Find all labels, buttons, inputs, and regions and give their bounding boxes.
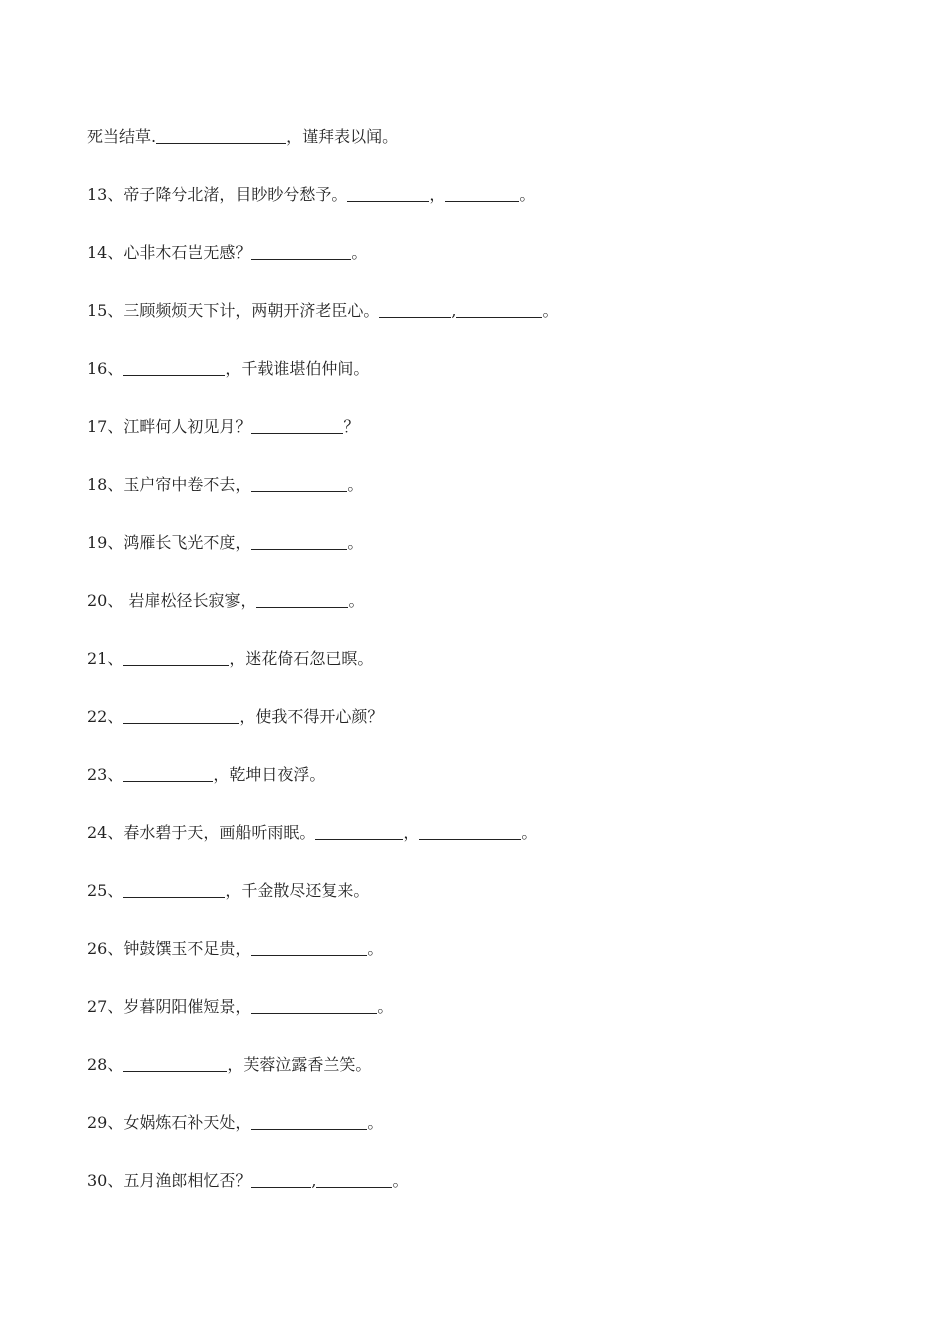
line-15 <box>87 298 558 324</box>
line-text: 。 <box>367 939 384 958</box>
line-text: 17、江畔何人初见月？ <box>87 417 252 436</box>
line-28 <box>87 1052 371 1078</box>
line-18 <box>87 472 363 498</box>
answer-blank[interactable] <box>379 299 451 318</box>
line-text: 。 <box>367 1113 384 1132</box>
answer-blank[interactable] <box>123 763 213 782</box>
line-text: ， <box>429 185 446 204</box>
line-23 <box>87 762 325 788</box>
line-13 <box>87 182 535 208</box>
line-text: . <box>151 127 157 146</box>
line-24 <box>87 820 537 846</box>
line-text: 。 <box>347 475 364 494</box>
answer-blank[interactable] <box>123 705 239 724</box>
line-16 <box>87 356 369 382</box>
answer-blank[interactable] <box>456 299 542 318</box>
line-text: 死当结草 <box>87 127 152 146</box>
line-14 <box>87 240 367 266</box>
answer-blank[interactable] <box>251 415 343 434</box>
line-text: 。 <box>377 997 394 1016</box>
answer-blank[interactable] <box>123 1053 227 1072</box>
answer-blank[interactable] <box>156 125 286 144</box>
answer-blank[interactable] <box>256 589 348 608</box>
line-text: ， <box>403 823 420 842</box>
line-26 <box>87 936 383 962</box>
answer-blank[interactable] <box>123 647 229 666</box>
line-text: ，芙蓉泣露香兰笑。 <box>227 1055 372 1074</box>
line-text: 14、心非木石岂无感？ <box>87 243 252 262</box>
line-text: ，千载谁堪伯仲间。 <box>225 359 370 378</box>
line-21 <box>87 646 373 672</box>
answer-blank[interactable] <box>419 821 521 840</box>
line-text: 。 <box>542 301 559 320</box>
line-20 <box>87 588 364 614</box>
line-text: 21、 <box>87 649 124 668</box>
answer-blank[interactable] <box>445 183 519 202</box>
answer-blank[interactable] <box>123 879 225 898</box>
line-25 <box>87 878 369 904</box>
line-17 <box>87 414 359 440</box>
answer-blank[interactable] <box>251 1111 367 1130</box>
line-text: 27、岁暮阴阳催短景， <box>87 997 252 1016</box>
line-30 <box>87 1168 408 1194</box>
line-text: 26、钟鼓馔玉不足贵， <box>87 939 252 958</box>
line-text: 。 <box>347 533 364 552</box>
line-text: 。 <box>351 243 368 262</box>
line-19 <box>87 530 363 556</box>
answer-blank[interactable] <box>251 531 347 550</box>
line-text: , <box>311 1171 317 1190</box>
line-text: , <box>451 301 457 320</box>
answer-blank[interactable] <box>315 821 403 840</box>
line-text: ？ <box>343 417 360 436</box>
line-text: ，谨拜表以闻。 <box>286 127 399 146</box>
line-text: 23、 <box>87 765 124 784</box>
line-27 <box>87 994 393 1020</box>
answer-blank[interactable] <box>251 241 351 260</box>
line-text: 29、女娲炼石补天处， <box>87 1113 252 1132</box>
line-text: 22、 <box>87 707 124 726</box>
line-text: ，乾坤日夜浮。 <box>213 765 326 784</box>
line-text: 24、春水碧于天，画船听雨眠。 <box>87 823 316 842</box>
line-29 <box>87 1110 383 1136</box>
line-text: 28、 <box>87 1055 124 1074</box>
line-text: ，使我不得开心颜？ <box>239 707 384 726</box>
line-text: 16、 <box>87 359 124 378</box>
line-text: 15、三顾频烦天下计，两朝开济老臣心。 <box>87 301 380 320</box>
line-text: 25、 <box>87 881 124 900</box>
answer-blank[interactable] <box>251 937 367 956</box>
line-text: 。 <box>392 1171 409 1190</box>
line-text: 19、鸿雁长飞光不度， <box>87 533 252 552</box>
line-text: 13、帝子降兮北渚，目眇眇兮愁予。 <box>87 185 348 204</box>
answer-blank[interactable] <box>251 473 347 492</box>
line-text: 20、 岩扉松径长寂寥， <box>87 591 257 610</box>
answer-blank[interactable] <box>123 357 225 376</box>
line-text: ，千金散尽还复来。 <box>225 881 370 900</box>
line-continuation <box>87 124 398 150</box>
line-22 <box>87 704 383 730</box>
line-text: 30、五月渔郎相忆否？ <box>87 1171 252 1190</box>
line-text: 。 <box>519 185 536 204</box>
answer-blank[interactable] <box>251 1169 311 1188</box>
answer-blank[interactable] <box>347 183 429 202</box>
line-text: ，迷花倚石忽已暝。 <box>229 649 374 668</box>
answer-blank[interactable] <box>251 995 377 1014</box>
line-text: 。 <box>521 823 538 842</box>
line-text: 。 <box>348 591 365 610</box>
line-text: 18、玉户帘中卷不去， <box>87 475 252 494</box>
answer-blank[interactable] <box>316 1169 392 1188</box>
